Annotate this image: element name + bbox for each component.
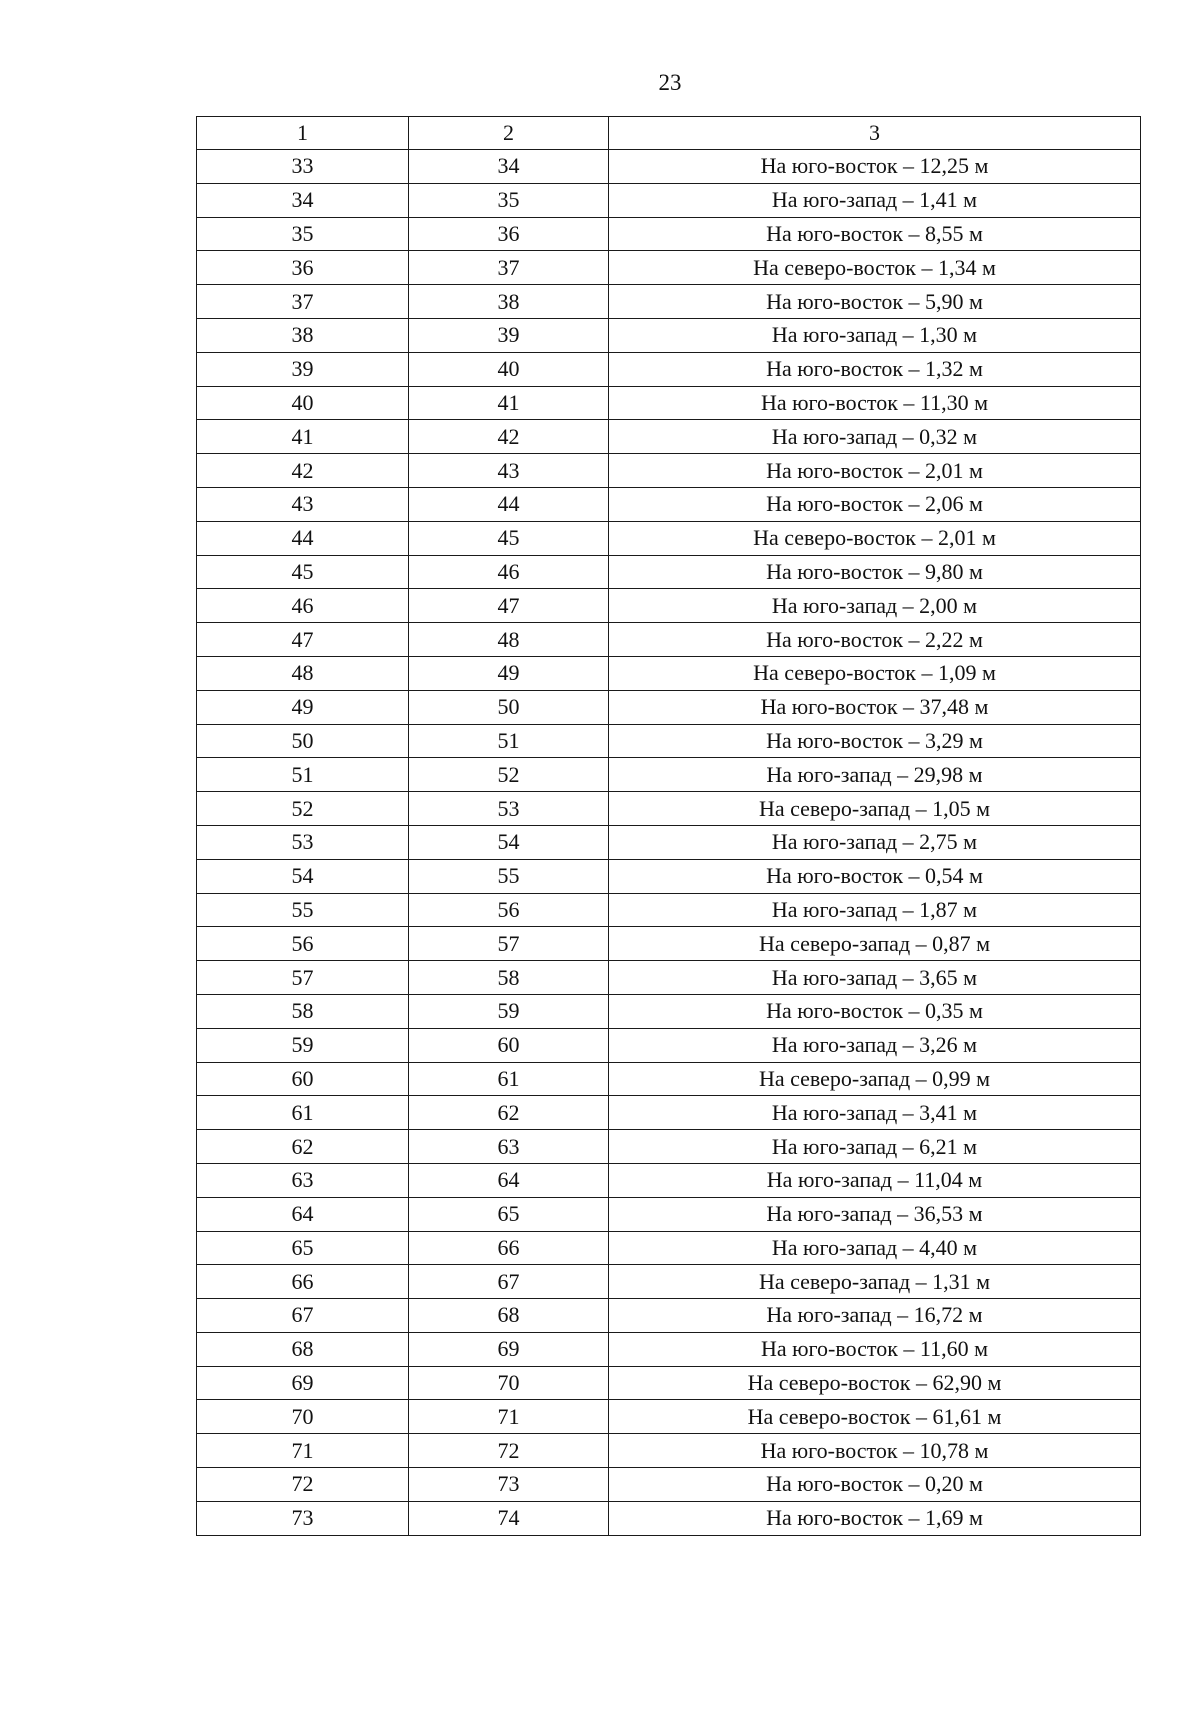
cell-description: На северо-восток – 62,90 м: [609, 1366, 1141, 1400]
cell-from-point: 61: [197, 1096, 409, 1130]
page-number: 23: [658, 70, 682, 95]
table-row: [197, 386, 1141, 420]
cell-from-point: 46: [197, 589, 409, 623]
cell-from-point: 37: [197, 285, 409, 319]
cell-description: На юго-восток – 5,90 м: [609, 285, 1141, 319]
cell-from-point: 53: [197, 825, 409, 859]
cell-description: На юго-запад – 2,00 м: [609, 589, 1141, 623]
cell-from-point: 39: [197, 352, 409, 386]
cell-to-point: 61: [409, 1062, 609, 1096]
boundary-table: [196, 116, 1141, 1536]
table-row: [197, 724, 1141, 758]
cell-description: На юго-запад – 3,65 м: [609, 961, 1141, 995]
cell-from-point: 68: [197, 1332, 409, 1366]
cell-to-point: 45: [409, 521, 609, 555]
table-row: [197, 454, 1141, 488]
table-row: [197, 1265, 1141, 1299]
cell-from-point: 47: [197, 623, 409, 657]
table-row: [197, 961, 1141, 995]
table-row: [197, 150, 1141, 184]
cell-description: На юго-восток – 1,69 м: [609, 1501, 1141, 1535]
cell-description: На северо-восток – 61,61 м: [609, 1400, 1141, 1434]
cell-description: На юго-запад – 3,41 м: [609, 1096, 1141, 1130]
cell-description: На юго-восток – 10,78 м: [609, 1434, 1141, 1468]
table-row: [197, 1130, 1141, 1164]
cell-from-point: 71: [197, 1434, 409, 1468]
cell-description: На юго-запад – 1,41 м: [609, 183, 1141, 217]
table-row: [197, 1400, 1141, 1434]
cell-from-point: 73: [197, 1501, 409, 1535]
cell-description: На северо-восток – 1,34 м: [609, 251, 1141, 285]
cell-to-point: 47: [409, 589, 609, 623]
cell-description: На юго-восток – 2,22 м: [609, 623, 1141, 657]
cell-description: На юго-восток – 12,25 м: [609, 150, 1141, 184]
cell-from-point: 58: [197, 994, 409, 1028]
cell-from-point: 55: [197, 893, 409, 927]
cell-from-point: 36: [197, 251, 409, 285]
cell-to-point: 40: [409, 352, 609, 386]
table-row: [197, 1096, 1141, 1130]
cell-description: На юго-запад – 29,98 м: [609, 758, 1141, 792]
table-row: [197, 623, 1141, 657]
table-row: [197, 656, 1141, 690]
cell-from-point: 48: [197, 656, 409, 690]
cell-to-point: 71: [409, 1400, 609, 1434]
cell-description: На юго-восток – 0,54 м: [609, 859, 1141, 893]
cell-to-point: 37: [409, 251, 609, 285]
cell-to-point: 68: [409, 1299, 609, 1333]
table-row: [197, 893, 1141, 927]
cell-description: На северо-восток – 2,01 м: [609, 521, 1141, 555]
cell-to-point: 73: [409, 1468, 609, 1502]
table-row: [197, 1197, 1141, 1231]
cell-from-point: 43: [197, 487, 409, 521]
cell-description: На северо-восток – 1,09 м: [609, 656, 1141, 690]
cell-to-point: 52: [409, 758, 609, 792]
cell-to-point: 43: [409, 454, 609, 488]
table-row: [197, 792, 1141, 826]
cell-from-point: 42: [197, 454, 409, 488]
cell-from-point: 52: [197, 792, 409, 826]
column-header-description: 3: [609, 117, 1141, 150]
cell-to-point: 57: [409, 927, 609, 961]
cell-description: На юго-запад – 1,30 м: [609, 318, 1141, 352]
cell-from-point: 45: [197, 555, 409, 589]
cell-to-point: 70: [409, 1366, 609, 1400]
table-row: [197, 825, 1141, 859]
cell-from-point: 60: [197, 1062, 409, 1096]
cell-to-point: 48: [409, 623, 609, 657]
cell-to-point: 69: [409, 1332, 609, 1366]
cell-description: На юго-восток – 11,60 м: [609, 1332, 1141, 1366]
cell-description: На юго-восток – 2,01 м: [609, 454, 1141, 488]
cell-from-point: 35: [197, 217, 409, 251]
cell-description: На юго-восток – 9,80 м: [609, 555, 1141, 589]
table-row: [197, 251, 1141, 285]
cell-to-point: 53: [409, 792, 609, 826]
cell-from-point: 40: [197, 386, 409, 420]
cell-to-point: 35: [409, 183, 609, 217]
cell-description: На юго-запад – 0,32 м: [609, 420, 1141, 454]
cell-description: На юго-восток – 2,06 м: [609, 487, 1141, 521]
cell-to-point: 74: [409, 1501, 609, 1535]
cell-description: На северо-запад – 0,99 м: [609, 1062, 1141, 1096]
cell-to-point: 49: [409, 656, 609, 690]
cell-description: На юго-запад – 3,26 м: [609, 1028, 1141, 1062]
column-header-from-point: 1: [197, 117, 409, 150]
cell-to-point: 50: [409, 690, 609, 724]
cell-description: На юго-восток – 0,35 м: [609, 994, 1141, 1028]
cell-to-point: 44: [409, 487, 609, 521]
table-row: [197, 352, 1141, 386]
table-body: [197, 150, 1141, 1536]
cell-to-point: 56: [409, 893, 609, 927]
table-row: [197, 487, 1141, 521]
table-row: [197, 690, 1141, 724]
cell-to-point: 63: [409, 1130, 609, 1164]
cell-description: На северо-запад – 1,31 м: [609, 1265, 1141, 1299]
cell-to-point: 55: [409, 859, 609, 893]
cell-to-point: 59: [409, 994, 609, 1028]
table-row: [197, 521, 1141, 555]
cell-to-point: 51: [409, 724, 609, 758]
table-row: [197, 555, 1141, 589]
cell-from-point: 62: [197, 1130, 409, 1164]
table-row: [197, 318, 1141, 352]
cell-to-point: 54: [409, 825, 609, 859]
cell-to-point: 41: [409, 386, 609, 420]
cell-from-point: 51: [197, 758, 409, 792]
table-row: [197, 1501, 1141, 1535]
table-row: [197, 285, 1141, 319]
cell-description: На юго-запад – 4,40 м: [609, 1231, 1141, 1265]
cell-from-point: 54: [197, 859, 409, 893]
table-row: [197, 1366, 1141, 1400]
cell-to-point: 38: [409, 285, 609, 319]
cell-from-point: 64: [197, 1197, 409, 1231]
cell-to-point: 67: [409, 1265, 609, 1299]
table-row: [197, 420, 1141, 454]
cell-from-point: 57: [197, 961, 409, 995]
table-row: [197, 1299, 1141, 1333]
cell-from-point: 38: [197, 318, 409, 352]
cell-to-point: 66: [409, 1231, 609, 1265]
table-header-row: [197, 117, 1141, 150]
cell-to-point: 64: [409, 1163, 609, 1197]
table-row: [197, 217, 1141, 251]
cell-description: На юго-запад – 1,87 м: [609, 893, 1141, 927]
cell-to-point: 42: [409, 420, 609, 454]
cell-from-point: 67: [197, 1299, 409, 1333]
cell-to-point: 72: [409, 1434, 609, 1468]
cell-from-point: 66: [197, 1265, 409, 1299]
table-row: [197, 183, 1141, 217]
cell-from-point: 72: [197, 1468, 409, 1502]
cell-from-point: 34: [197, 183, 409, 217]
cell-to-point: 65: [409, 1197, 609, 1231]
cell-description: На юго-восток – 0,20 м: [609, 1468, 1141, 1502]
cell-to-point: 36: [409, 217, 609, 251]
cell-from-point: 70: [197, 1400, 409, 1434]
cell-from-point: 33: [197, 150, 409, 184]
table-row: [197, 994, 1141, 1028]
cell-to-point: 46: [409, 555, 609, 589]
cell-description: На юго-восток – 8,55 м: [609, 217, 1141, 251]
cell-from-point: 44: [197, 521, 409, 555]
cell-from-point: 41: [197, 420, 409, 454]
cell-description: На юго-запад – 2,75 м: [609, 825, 1141, 859]
cell-description: На юго-запад – 36,53 м: [609, 1197, 1141, 1231]
cell-description: На юго-восток – 37,48 м: [609, 690, 1141, 724]
table-row: [197, 1332, 1141, 1366]
cell-from-point: 49: [197, 690, 409, 724]
cell-description: На северо-запад – 0,87 м: [609, 927, 1141, 961]
column-header-to-point: 2: [409, 117, 609, 150]
cell-description: На юго-запад – 16,72 м: [609, 1299, 1141, 1333]
table-row: [197, 1231, 1141, 1265]
cell-description: На юго-запад – 11,04 м: [609, 1163, 1141, 1197]
cell-description: На юго-запад – 6,21 м: [609, 1130, 1141, 1164]
cell-to-point: 39: [409, 318, 609, 352]
table-row: [197, 927, 1141, 961]
table-row: [197, 758, 1141, 792]
table-row: [197, 589, 1141, 623]
table-row: [197, 1062, 1141, 1096]
cell-from-point: 63: [197, 1163, 409, 1197]
cell-from-point: 59: [197, 1028, 409, 1062]
table-row: [197, 1163, 1141, 1197]
cell-description: На юго-восток – 3,29 м: [609, 724, 1141, 758]
cell-description: На северо-запад – 1,05 м: [609, 792, 1141, 826]
cell-from-point: 69: [197, 1366, 409, 1400]
cell-description: На юго-восток – 11,30 м: [609, 386, 1141, 420]
cell-from-point: 65: [197, 1231, 409, 1265]
cell-to-point: 60: [409, 1028, 609, 1062]
cell-description: На юго-восток – 1,32 м: [609, 352, 1141, 386]
cell-from-point: 50: [197, 724, 409, 758]
cell-from-point: 56: [197, 927, 409, 961]
cell-to-point: 62: [409, 1096, 609, 1130]
cell-to-point: 58: [409, 961, 609, 995]
table-row: [197, 1434, 1141, 1468]
table-row: [197, 859, 1141, 893]
cell-to-point: 34: [409, 150, 609, 184]
table-row: [197, 1028, 1141, 1062]
table-row: [197, 1468, 1141, 1502]
